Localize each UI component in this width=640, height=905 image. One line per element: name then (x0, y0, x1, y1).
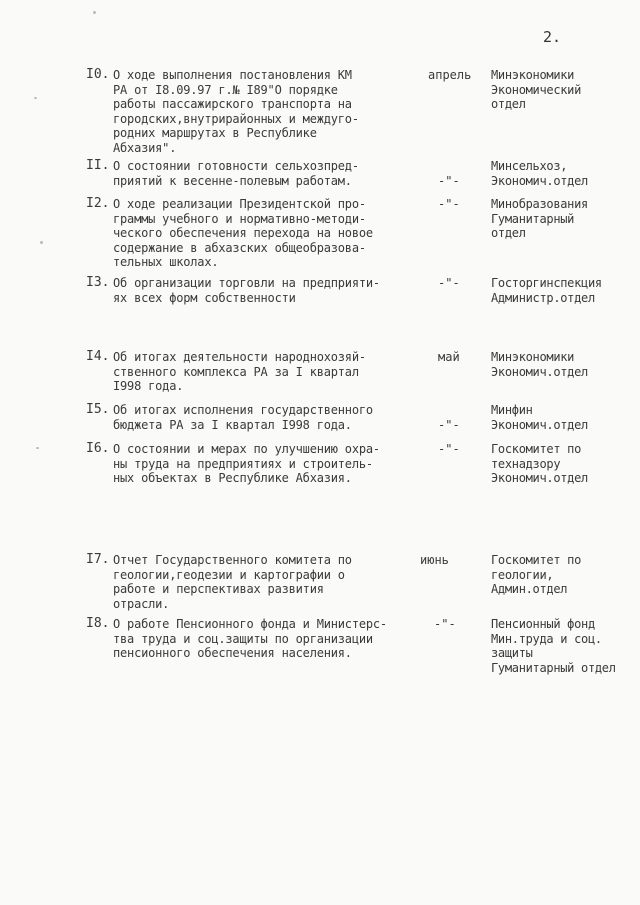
responsible-line: Админиcтр.отдел (491, 290, 595, 305)
item-text-line: ственного комплекса РА за I квартал (113, 364, 359, 379)
item-text (113, 276, 428, 305)
item-number: I3. (86, 275, 110, 290)
item-responsible (491, 197, 639, 241)
item-number: I7. (86, 552, 110, 567)
item-number: I2. (86, 196, 110, 211)
item-responsible (491, 276, 639, 305)
item-text-line: работы пассажирского транспорта на (113, 97, 352, 112)
item-text-line: ях всех форм собственности (113, 290, 296, 305)
item-text (113, 197, 428, 270)
item-text-line: О работе Пенсионного фонда и Министерс- (113, 617, 387, 631)
responsible-line: Экономич.отдел (491, 471, 588, 486)
item-text-line: граммы учебного и нормативно-методи- (113, 211, 366, 226)
responsible-line: отдел (491, 226, 526, 241)
paper-speck (34, 97, 37, 99)
item-text-line: городских,внутрирайонных и междуго- (113, 111, 359, 126)
item-responsible (491, 68, 639, 112)
responsible-line: Минэкономики (491, 68, 575, 82)
responsible-line: Гуманитарный (491, 211, 575, 226)
responsible-line: Пенсионный фонд (491, 617, 595, 631)
item-text-line: Абхазия". (113, 140, 177, 155)
item-text (113, 553, 428, 611)
responsible-line: геологии, (491, 567, 554, 582)
item-text (113, 442, 428, 486)
item-date: май (438, 350, 460, 364)
item-date: -"- (438, 197, 460, 211)
item-date: июнь (420, 553, 449, 567)
item-text-line: Отчет Государственного комитета по (113, 553, 352, 567)
paper-speck (40, 241, 43, 244)
item-text (113, 617, 428, 661)
responsible-line: Мин.труда и соц. (491, 631, 602, 646)
item-number: I0. (86, 67, 110, 82)
item-date: -"- (438, 418, 460, 432)
item-text-line: тва труда и соц.защиты по организации (113, 631, 373, 646)
responsible-line: Госкомитет по (491, 442, 582, 456)
item-text-line: Об итогах деятельности народнохозяй- (113, 350, 366, 364)
item-number: I5. (86, 402, 110, 417)
paper-speck (36, 447, 39, 449)
responsible-line: защиты (491, 646, 533, 661)
item-text-line: работе и перспективах развития (113, 582, 324, 597)
responsible-line: Минэкономики (491, 350, 575, 364)
item-text-line: бюджета РА за I квартал I998 года. (113, 417, 352, 432)
responsible-line: Минфин (491, 403, 533, 417)
item-text-line: О состоянии готовности сельхозпред- (113, 159, 359, 173)
item-date: -"- (438, 276, 460, 290)
item-text (113, 403, 428, 432)
item-date: -"- (434, 617, 456, 631)
item-number: I4. (86, 349, 110, 364)
item-date: апрель (428, 68, 472, 82)
responsible-line: Минсельхоз, (491, 159, 568, 173)
item-date: -"- (438, 174, 460, 188)
item-responsible (491, 617, 639, 675)
item-text (113, 350, 428, 394)
item-responsible (491, 403, 639, 432)
item-text-line: пенсионного обеспечения населения. (113, 646, 352, 661)
paper-speck (93, 11, 96, 14)
responsible-line: Гуманитарный отдел (491, 660, 616, 675)
item-text-line: геологии,геодезии и картографии о (113, 567, 345, 582)
responsible-line: Экономический (491, 82, 582, 97)
item-text-line: отрасли. (113, 596, 170, 611)
item-responsible (491, 159, 639, 188)
item-responsible (491, 442, 639, 486)
responsible-line: Экономич.отдел (491, 364, 588, 379)
item-text-line: О ходе выполнения постановления КМ (113, 68, 352, 82)
item-responsible (491, 350, 639, 379)
item-text-line: О ходе реализации Президентской про- (113, 197, 366, 211)
item-text (113, 68, 428, 156)
item-number: II. (86, 158, 110, 173)
item-responsible (491, 553, 639, 597)
page-number: 2. (543, 28, 562, 46)
item-text-line: ческого обеспечения перехода на новое (113, 226, 373, 241)
item-text-line: РА от I8.09.97 г.№ I89"О порядке (113, 82, 338, 97)
responsible-line: отдел (491, 97, 526, 112)
item-text-line: тельных школах. (113, 255, 219, 270)
item-text-line: О состоянии и мерах по улучшению охра- (113, 442, 380, 456)
responsible-line: технадзору (491, 456, 561, 471)
item-text-line: содержание в абхазских общеобразова- (113, 240, 366, 255)
responsible-line: Админ.отдел (491, 582, 568, 597)
item-text-line: I998 года. (113, 379, 184, 394)
item-text-line: Об организации торговли на предприяти- (113, 276, 380, 290)
responsible-line: Минобразования (491, 197, 588, 211)
item-text-line: Об итогах исполнения государственного (113, 403, 373, 417)
item-text-line: ны труда на предприятиях и строитель- (113, 456, 373, 471)
responsible-line: Экономич.отдел (491, 173, 588, 188)
responsible-line: Госторгинспекция (491, 276, 602, 290)
item-number: I8. (86, 616, 110, 631)
item-text-line: ных объектах в Республике Абхазия. (113, 471, 352, 486)
item-text-line: приятий к весенне-полевым работам. (113, 173, 352, 188)
item-number: I6. (86, 441, 110, 456)
item-date: -"- (438, 442, 460, 456)
responsible-line: Экономич.отдел (491, 417, 588, 432)
item-text-line: родних маршрутах в Республике (113, 126, 317, 141)
item-text (113, 159, 428, 188)
responsible-line: Госкомитет по (491, 553, 582, 567)
